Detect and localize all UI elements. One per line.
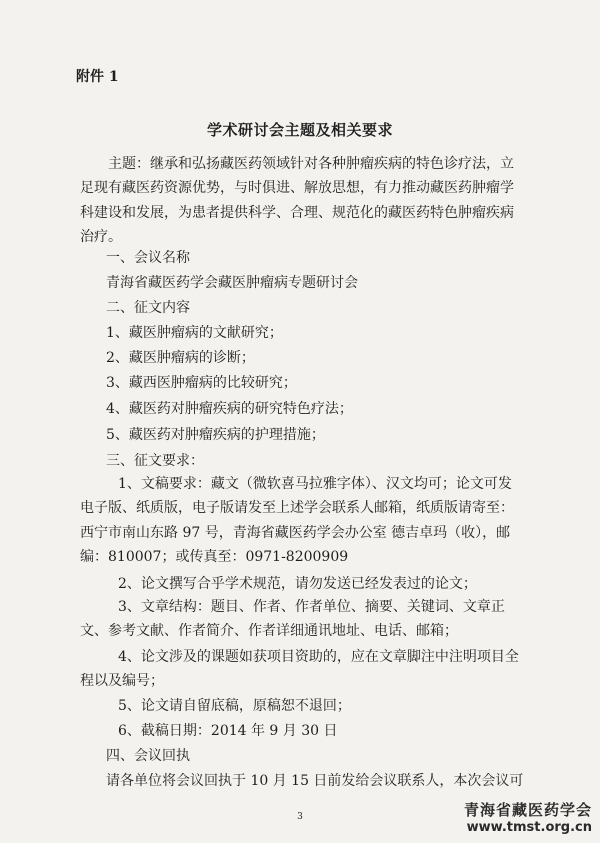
topic-item: 3、藏西医肿瘤病的比较研究； [106, 375, 297, 391]
page-number: 3 [297, 812, 303, 822]
attachment-label: 附件 1 [76, 69, 119, 85]
theme-paragraph: 主题：继承和弘扬藏医药领域针对各种肿瘤疾病的特色诊疗法，立足现有藏医药资源优势，与时俱进、解放思想，有力推动藏医药肿瘤学科建设和发展，为患者提供科学、合理、规范化的藏医药特色肿瘤疾病治疗。 [80, 156, 514, 245]
section3-heading: 三、征文要求： [106, 453, 204, 469]
section1-heading: 一、会议名称 [106, 250, 190, 266]
topic-item: 4、藏医药对肿瘤疾病的研究特色疗法； [106, 401, 353, 417]
requirement-5: 5、论文请自留底稿，原稿恕不退回； [118, 698, 351, 714]
watermark-url: www.tmst.org.cn [466, 820, 592, 835]
requirement-3: 3、文章结构：题目、作者、作者单位、摘要、关键词、文章正文、参考文献、作者简介、作者详细通讯地址、电话、邮箱； [80, 599, 505, 640]
conference-name: 青海省藏医药学会藏医肿瘤病专题研讨会 [106, 275, 358, 291]
requirement-1: 1、文稿要求：藏文（微软喜马拉雅字体）、汉文均可；论文可发电子版、纸质版，电子版请发至上述学会联系人邮箱，纸质版请寄至：西宁市南山东路 97 号，青海省藏医药学会办公室 德吉卓玛（收），邮编：810007；或传真至：0971-8200909 [80, 476, 514, 565]
watermark-name: 青海省藏医药学会 [463, 801, 592, 819]
receipt-text: 请各单位将会议回执于 10 月 15 日前发给会议联系人，本次会议可 [106, 773, 524, 789]
topic-item: 5、藏医药对肿瘤疾病的护理措施； [106, 427, 325, 443]
site-watermark [464, 799, 592, 835]
topic-item: 1、藏医肿瘤病的文献研究； [106, 325, 283, 341]
requirement-2: 2、论文撰写合乎学术规范，请勿发送已经发表过的论文； [118, 576, 477, 592]
topic-item: 2、藏医肿瘤病的诊断； [106, 350, 255, 366]
document-title: 学术研讨会主题及相关要求 [206, 121, 393, 139]
section2-heading: 二、征文内容 [106, 300, 190, 316]
section4-heading: 四、会议回执 [106, 748, 190, 764]
requirement-6: 6、截稿日期：2014 年 9 月 30 日 [118, 723, 338, 739]
requirement-4: 4、论文涉及的课题如获项目资助的，应在文章脚注中注明项目全程以及编号； [80, 649, 519, 690]
